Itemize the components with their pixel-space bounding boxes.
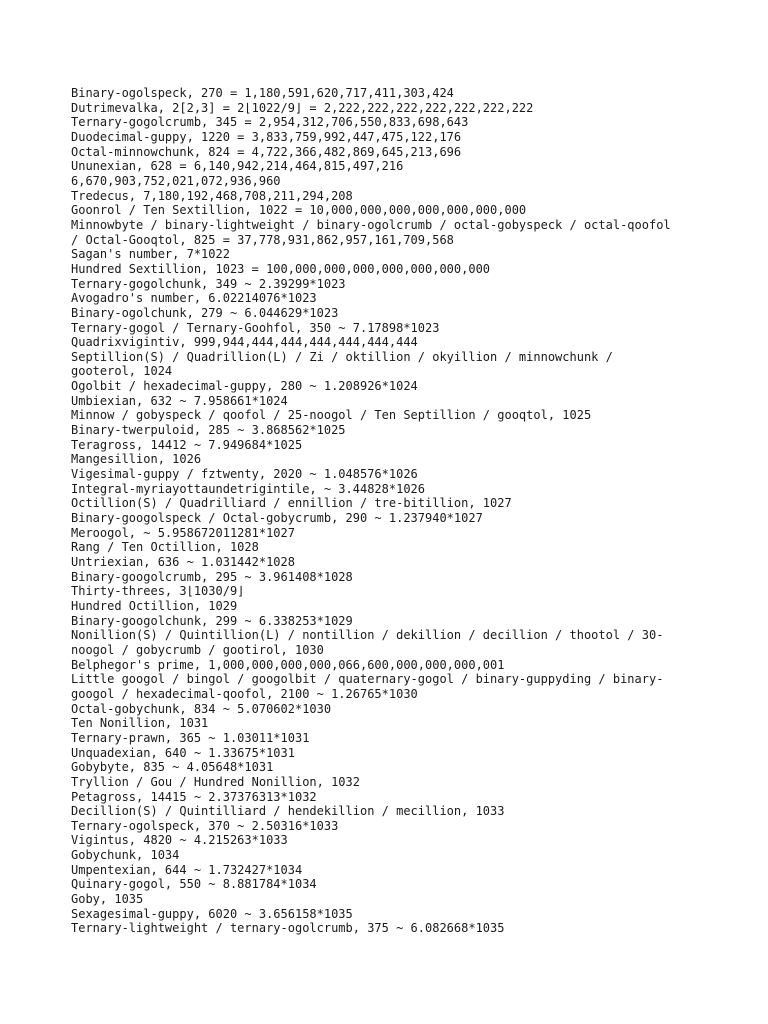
document-line: Quinary-gogol, 550 ~ 8.881784*1034	[71, 877, 317, 892]
document-line: Quadrixvigintiv, 999,944,444,444,444,444,444,444	[71, 335, 418, 350]
document-line: Mangesillion, 1026	[71, 452, 202, 467]
document-line: Rang / Ten Octillion, 1028	[71, 540, 259, 555]
document-line: Ternary-prawn, 365 ~ 1.03011*1031	[71, 730, 310, 745]
document-line: Dutrimevalka, 2[2,3] = 2⌊1022/9⌋ = 2,222,222,222,222,222,222,222	[71, 100, 534, 115]
document-line: Ternary-gogolchunk, 349 ~ 2.39299*1023	[71, 276, 346, 291]
document-line: Umpentexian, 644 ~ 1.732427*1034	[71, 862, 303, 877]
document-line: Decillion(S) / Quintilliard / hendekillion / mecillion, 1033	[71, 804, 505, 819]
document-line: Sexagesimal-guppy, 6020 ~ 3.656158*1035	[71, 906, 353, 921]
document-line: Minnow / gobyspeck / qoofol / 25-noogol / Ten Septillion / gooqtol, 1025	[71, 408, 592, 423]
document-line: Ternary-gogol / Ternary-Goohfol, 350 ~ 7.17898*1023	[71, 320, 440, 335]
document-line: Vigintus, 4820 ~ 4.215263*1033	[71, 833, 288, 848]
document-line: Ternary-lightweight / ternary-ogolcrumb, 375 ~ 6.082668*1035	[71, 921, 505, 936]
document-line: Little googol / bingol / googolbit / quaternary-gogol / binary-guppyding / binary-	[71, 672, 664, 687]
document-line: Octal-minnowchunk, 824 = 4,722,366,482,869,645,213,696	[71, 144, 462, 159]
document-line: Goonrol / Ten Sextillion, 1022 = 10,000,000,000,000,000,000,000	[71, 203, 527, 218]
document-line: Gobybyte, 835 ~ 4.05648*1031	[71, 760, 274, 775]
document-line: Ogolbit / hexadecimal-guppy, 280 ~ 1.208926*1024	[71, 379, 418, 394]
document-line: Ten Nonillion, 1031	[71, 716, 209, 731]
document-line: Integral-myriayottaundetrigintile, ~ 3.44828*1026	[71, 481, 426, 496]
document-line: Binary-googolspeck / Octal-gobycrumb, 290 ~ 1.237940*1027	[71, 511, 483, 526]
document-line: Belphegor's prime, 1,000,000,000,000,066,600,000,000,000,001	[71, 657, 505, 672]
document-line: Meroogol, ~ 5.958672011281*1027	[71, 525, 295, 540]
document-line: Binary-ogolspeck, 270 = 1,180,591,620,717,411,303,424	[71, 86, 454, 100]
document-line: Vigesimal-guppy / fztwenty, 2020 ~ 1.048576*1026	[71, 467, 418, 482]
document-line: Unquadexian, 640 ~ 1.33675*1031	[71, 745, 295, 760]
document-line: Ternary-ogolspeck, 370 ~ 2.50316*1033	[71, 818, 339, 833]
document-line: Thirty-threes, 3⌊1030/9⌋	[71, 584, 245, 599]
document-line: Umbiexian, 632 ~ 7.958661*1024	[71, 393, 288, 408]
document-text	[71, 86, 701, 936]
document-line: Petagross, 14415 ~ 2.37376313*1032	[71, 789, 317, 804]
document-line: Gobychunk, 1034	[71, 848, 180, 863]
document-line: Hundred Sextillion, 1023 = 100,000,000,000,000,000,000,000	[71, 261, 491, 276]
document-line: Goby, 1035	[71, 892, 144, 907]
document-line: Ternary-gogolcrumb, 345 = 2,954,312,706,550,833,698,643	[71, 115, 469, 130]
document-line: Avogadro's number, 6.02214076*1023	[71, 291, 317, 306]
document-line: Tryllion / Gou / Hundred Nonillion, 1032	[71, 774, 360, 789]
document-line: Binary-googolchunk, 299 ~ 6.338253*1029	[71, 613, 353, 628]
document-line: Hundred Octillion, 1029	[71, 598, 238, 613]
document-line: Teragross, 14412 ~ 7.949684*1025	[71, 437, 303, 452]
document-line: 6,670,903,752,021,072,936,960	[71, 173, 281, 188]
document-line: Sagan's number, 7*1022	[71, 247, 230, 262]
document-line: noogol / gobycrumb / gootirol, 1030	[71, 642, 324, 657]
document-line: Octillion(S) / Quadrilliard / ennillion / tre-bitillion, 1027	[71, 496, 512, 511]
document-line: Ununexian, 628 = 6,140,942,214,464,815,497,216	[71, 159, 404, 174]
document-line: Binary-ogolchunk, 279 ~ 6.044629*1023	[71, 305, 339, 320]
document-line: Minnowbyte / binary-lightweight / binary-ogolcrumb / octal-gobyspeck / octal-qoofol	[71, 217, 671, 232]
document-line: Tredecus, 7,180,192,468,708,211,294,208	[71, 188, 353, 203]
document-line: Binary-googolcrumb, 295 ~ 3.961408*1028	[71, 569, 353, 584]
document-line: Nonillion(S) / Quintillion(L) / nontillion / dekillion / decillion / thootol / 30-	[71, 628, 664, 643]
document-line: Septillion(S) / Quadrillion(L) / Zi / oktillion / okyillion / minnowchunk /	[71, 349, 613, 364]
document-line: Untriexian, 636 ~ 1.031442*1028	[71, 555, 295, 569]
document-line: googol / hexadecimal-qoofol, 2100 ~ 1.26765*1030	[71, 686, 418, 701]
document-line: Duodecimal-guppy, 1220 = 3,833,759,992,447,475,122,176	[71, 129, 462, 144]
document-line: Binary-twerpuloid, 285 ~ 3.868562*1025	[71, 423, 346, 438]
document-line: / Octal-Gooqtol, 825 = 37,778,931,862,957,161,709,568	[71, 232, 454, 247]
document-line: gooterol, 1024	[71, 364, 173, 379]
document-line: Octal-gobychunk, 834 ~ 5.070602*1030	[71, 701, 332, 716]
